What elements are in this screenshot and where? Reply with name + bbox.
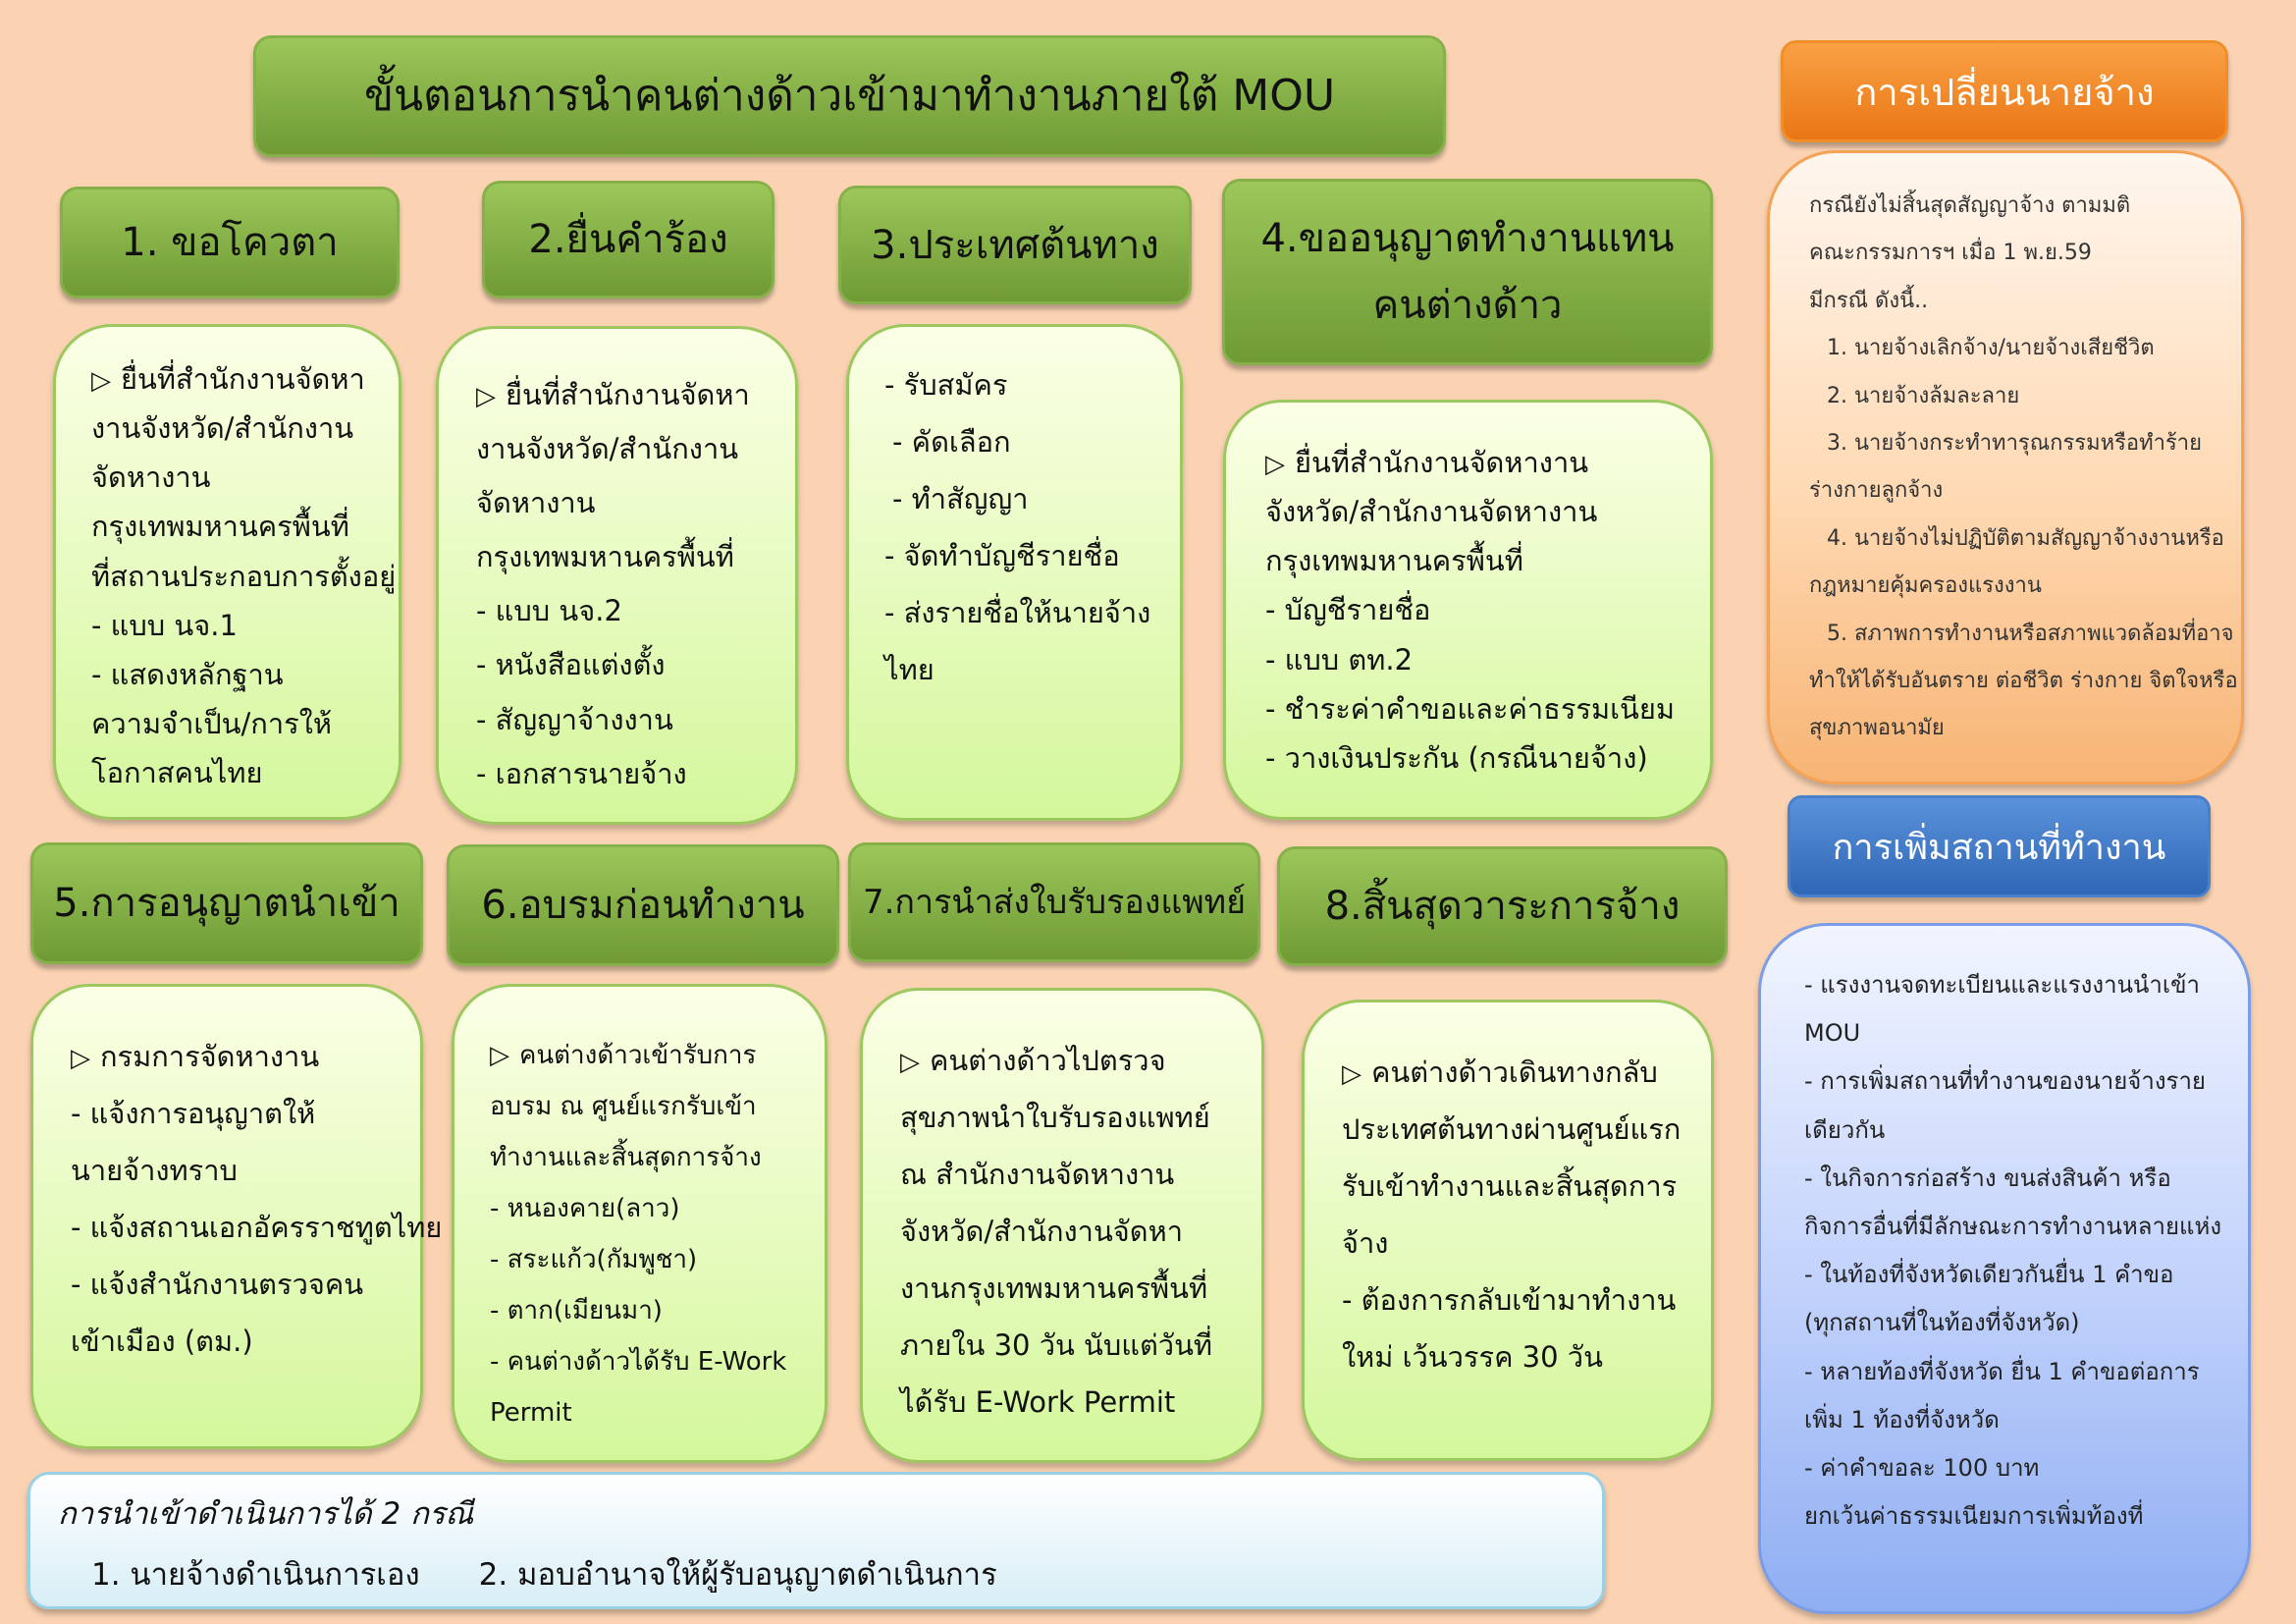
triangle-icon: ▷ [476,382,496,411]
triangle-icon: ▷ [71,1044,90,1073]
step-1-line: - แสดงหลักฐาน [91,657,284,691]
step-6-line: ทำงานและสิ้นสุดการจ้าง [490,1143,762,1172]
step-6-line: Permit [490,1398,572,1428]
step-8-line-text: คนต่างด้าวเดินทางกลับ [1371,1056,1658,1089]
step-7-line [900,1032,1242,1089]
step-3-line: - ทำสัญญา [892,482,1029,515]
step-1-line [91,354,375,404]
step-5-line: นายจ้างทราบ [71,1154,238,1187]
add-workplace-line: - หลายท้องที่จังหวัด ยื่น 1 คำขอต่อการ [1804,1357,2200,1385]
step-1-header-text: 1. ขอโควตา [121,220,339,265]
step-7-line: ณ สำนักงานจัดหางาน [900,1158,1175,1191]
add-workplace-line: เพิ่ม 1 ท้องที่จังหวัด [1804,1405,2000,1434]
step-8-box [1302,1000,1714,1461]
add-workplace-line: - ค่าคำขอละ 100 บาท [1804,1453,2040,1482]
triangle-icon: ▷ [91,366,111,396]
change-employer-line: 2. นายจ้างล้มละลาย [1827,383,2020,408]
step-6-line-text: คนต่างด้าวเข้ารับการ [519,1041,757,1070]
triangle-icon: ▷ [490,1041,509,1070]
step-5-line: - แจ้งสถานเอกอัครราชทูตไทย [71,1211,443,1244]
step-6-header-text: 6.อบรมก่อนทำงาน [481,883,805,928]
step-4-line: - วางเงินประกัน (กรณีนายจ้าง) [1265,740,1648,775]
step-5-header [30,842,423,964]
step-3-line: - ส่งรายชื่อให้นายจ้าง [884,596,1151,629]
add-workplace-line: ยกเว้นค่าธรรมเนียมการเพิ่มท้องที่ [1804,1502,2144,1531]
step-7-line: ภายใน 30 วัน นับแต่วันที่ [900,1328,1213,1362]
step-7-line: จังหวัด/สำนักงานจัดหา [900,1215,1184,1248]
step-5-line: - แจ้งการอนุญาตให้ [71,1097,316,1130]
note-item: 1. นายจ้างดำเนินการเอง [91,1557,420,1593]
step-4-line [1265,438,1690,487]
step-7-header-text: 7.การนำส่งใบรับรองแพทย์ [862,882,1247,922]
step-8-header [1277,846,1728,966]
change-employer-box [1767,150,2244,785]
change-employer-line: 5. สภาพการทำงานหรือสภาพแวดล้อมที่อาจ [1827,621,2234,646]
step-4-line: - แบบ ตท.2 [1265,642,1414,677]
step-8-header-text: 8.สิ้นสุดวาระการจ้าง [1324,884,1681,929]
triangle-icon: ▷ [1265,450,1285,479]
step-2-line: งานจังหวัด/สำนักงาน [476,432,739,466]
step-6-header [447,844,839,966]
step-6-line: - สระแก้ว(กัมพูชา) [490,1245,698,1274]
step-1-line: ที่สถานประกอบการตั้งอยู่ [91,559,397,593]
step-1-line: ความจำเป็น/การให้ [91,707,332,741]
step-8-line: - ต้องการกลับเข้ามาทำงาน [1342,1283,1677,1317]
step-1-line: กรุงเทพมหานครพื้นที่ [91,510,349,544]
change-employer-line: กรณียังไม่สิ้นสุดสัญญาจ้าง ตามมติ [1809,193,2131,218]
change-employer-line: ทำให้ได้รับอันตราย ต่อชีวิต ร่างกาย จิตใจหรือ [1809,668,2238,693]
step-1-line: จัดหางาน [91,460,211,495]
change-employer-line: ร่างกายลูกจ้าง [1809,478,1944,504]
step-4-box [1223,400,1713,820]
step-8-line [1342,1044,1691,1101]
step-6-line: - คนต่างด้าวได้รับ E-Work [490,1347,787,1377]
import-methods-note [27,1472,1605,1609]
change-employer-line: สุขภาพอนามัย [1809,716,1945,741]
change-employer-line: คณะกรรมการฯ เมื่อ 1 พ.ย.59 [1809,241,2092,266]
change-employer-line: 1. นายจ้างเลิกจ้าง/นายจ้างเสียชีวิต [1827,336,2155,361]
triangle-icon: ▷ [1342,1059,1362,1089]
change-employer-line: มีกรณี ดังนี้.. [1809,288,1929,313]
step-7-line: งานกรุงเทพมหานครพื้นที่ [900,1272,1208,1305]
step-4-line: กรุงเทพมหานครพื้นที่ [1265,544,1523,578]
add-workplace-line: - การเพิ่มสถานที่ทำงานของนายจ้างราย [1804,1067,2206,1096]
step-4-line: - ชำระค่าคำขอและค่าธรรมเนียม [1265,691,1675,726]
page-title [253,35,1446,157]
change-employer-header-text: การเปลี่ยนนายจ้าง [1854,70,2155,114]
step-2-line: - แบบ นจ.2 [476,594,622,628]
step-1-line: โอกาสคนไทย [91,756,263,790]
step-3-line: ไทย [884,653,934,686]
note-item: 2. มอบอำนาจให้ผู้รับอนุญาตดำเนินการ [478,1557,997,1593]
add-workplace-line: กิจการอื่นที่มีลักษณะการทำงานหลายแห่ง [1804,1212,2222,1240]
step-1-line: งานจังหวัด/สำนักงาน [91,411,354,446]
step-2-header-text: 2.ยื่นคำร้อง [528,217,728,262]
step-6-line: - ตาก(เมียนมา) [490,1296,663,1326]
step-1-line: - แบบ นจ.1 [91,608,238,642]
change-employer-header [1781,40,2228,142]
step-4-header-line2: คนต่างด้าว [1372,283,1563,328]
add-workplace-header [1788,795,2211,897]
triangle-icon: ▷ [900,1048,920,1077]
add-workplace-header-text: การเพิ่มสถานที่ทำงาน [1832,827,2166,868]
step-3-header [838,186,1192,304]
step-3-header-text: 3.ประเทศต้นทาง [871,222,1159,268]
step-1-box [53,324,401,820]
step-6-box [452,984,828,1463]
step-4-line: จังหวัด/สำนักงานจัดหางาน [1265,495,1598,529]
add-workplace-line: เดียวกัน [1804,1115,1886,1144]
step-6-line [490,1030,805,1081]
step-8-line: ประเทศต้นทางผ่านศูนย์แรก [1342,1112,1682,1146]
step-2-line: กรุงเทพมหานครพื้นที่ [476,540,734,574]
step-6-line: - หนองคาย(ลาว) [490,1194,680,1223]
step-5-box [30,984,443,1449]
step-4-line-text: ยื่นที่สำนักงานจัดหางาน [1295,446,1589,479]
step-1-line-text: ยื่นที่สำนักงานจัดหา [121,362,365,396]
add-workplace-line: - แรงงานจดทะเบียนและแรงงานนำเข้า [1804,971,2200,999]
add-workplace-line: - ในกิจการก่อสร้าง ขนส่งสินค้า หรือ [1804,1164,2171,1192]
step-2-line: จัดหางาน [476,486,596,520]
step-3-line: - คัดเลือก [892,425,1011,459]
step-3-line: - รับสมัคร [884,368,1008,402]
step-7-box [860,988,1264,1463]
step-8-line: ใหม่ เว้นวรรค 30 วัน [1342,1340,1603,1374]
change-employer-line: กฎหมายคุ้มครองแรงงาน [1809,573,2042,599]
step-2-line-text: ยื่นที่สำนักงานจัดหา [506,378,750,411]
step-7-header [848,842,1260,962]
step-2-line: - หนังสือแต่งตั้ง [476,648,666,682]
step-7-line-text: คนต่างด้าวไปตรวจ [930,1044,1166,1077]
step-3-line: - จัดทำบัญชีรายชื่อ [884,539,1120,572]
step-7-line: สุขภาพนำใบรับรองแพทย์ [900,1101,1210,1134]
note-title: การนำเข้าดำเนินการได้ 2 กรณี [58,1496,474,1532]
step-6-line: อบรม ณ ศูนย์แรกรับเข้า [490,1092,757,1121]
step-7-line: ได้รับ E-Work Permit [900,1385,1176,1419]
step-8-line: จ้าง [1342,1226,1389,1260]
add-workplace-line: - ในท้องที่จังหวัดเดียวกันยื่น 1 คำขอ [1804,1261,2174,1289]
step-8-line: รับเข้าทำงานและสิ้นสุดการ [1342,1169,1678,1203]
change-employer-line: 3. นายจ้างกระทำทารุณกรรมหรือทำร้าย [1827,430,2203,456]
step-3-box [846,324,1183,821]
step-2-line: - สัญญาจ้างงาน [476,702,673,736]
change-employer-line: 4. นายจ้างไม่ปฏิบัติตามสัญญาจ้างงานหรือ [1827,525,2224,551]
step-5-line: เข้าเมือง (ตม.) [71,1325,253,1358]
step-4-header-line1: 4.ขออนุญาตทำงานแทน [1260,216,1675,261]
page-title-text: ขั้นตอนการนำคนต่างด้าวเข้ามาทำงานภายใต้ MOU [363,70,1336,121]
add-workplace-line: (ทุกสถานที่ในท้องที่จังหวัด) [1804,1309,2080,1337]
step-5-line: - แจ้งสำนักงานตรวจคน [71,1268,364,1301]
add-workplace-box [1758,923,2251,1614]
step-5-line [71,1028,400,1085]
note-items [58,1549,1575,1598]
step-4-line: - บัญชีรายชื่อ [1265,593,1431,627]
step-5-header-text: 5.การอนุญาตนำเข้า [53,881,400,926]
step-4-header [1222,179,1713,365]
step-1-header [60,187,400,298]
step-2-line: - เอกสารนายจ้าง [476,756,687,790]
step-2-line [476,368,772,422]
add-workplace-line: MOU [1804,1019,1861,1048]
step-2-box [436,326,798,825]
step-2-header [482,181,774,298]
step-5-line-text: กรมการจัดหางาน [100,1040,320,1073]
